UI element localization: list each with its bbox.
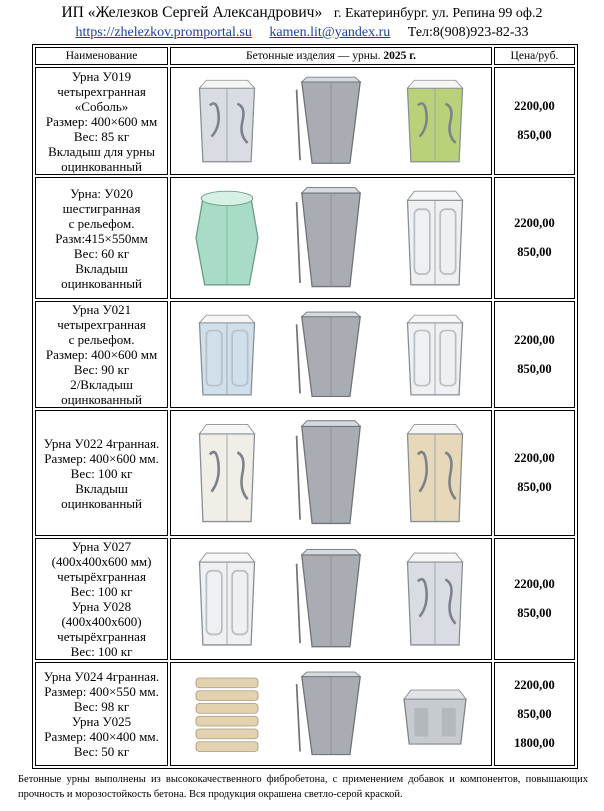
email-link[interactable]: kamen.lit@yandex.ru <box>269 25 391 40</box>
urn-photo <box>288 546 374 652</box>
table-row <box>35 67 575 175</box>
table-row <box>35 177 575 299</box>
urn-photo <box>392 74 478 168</box>
price-value: 850,00 <box>517 361 552 376</box>
product-line: оцинкованный <box>61 495 142 511</box>
product-photos <box>170 67 492 175</box>
urn-photo <box>184 417 270 529</box>
product-line: Вес: 85 кг <box>73 128 130 144</box>
price-value: 2200,00 <box>514 451 555 465</box>
price-value: 2200,00 <box>514 216 555 230</box>
product-line: Размер: 400×550 мм. <box>44 684 159 699</box>
product-line: Вкладыш <box>75 260 128 276</box>
company-name: ИП «Железков Сергей Александрович» <box>61 4 323 21</box>
product-line: Урна У022 4гранная. <box>43 435 160 451</box>
product-line: 2/Вкладыш <box>70 377 133 392</box>
price-value: 850,00 <box>517 128 552 142</box>
urn-photo <box>184 74 270 168</box>
product-line: Вес: 60 кг <box>73 245 130 261</box>
price <box>494 301 575 408</box>
product-line: Урна У025 <box>71 714 132 729</box>
company-address: г. Екатеринбург. ул. Репина 99 оф.2 <box>333 6 543 21</box>
phone: Тел:8(908)923-82-33 <box>407 25 529 40</box>
price <box>494 177 575 299</box>
product-line: Урна У027 <box>71 539 132 554</box>
product-line: Урна У028 <box>71 599 132 614</box>
table-header-row <box>35 47 575 65</box>
product-line: Вкладыш для урны <box>48 143 155 159</box>
product-line: Урна У019 <box>71 68 132 84</box>
product-line: Вес: 90 кг <box>73 362 130 377</box>
price-value: 2200,00 <box>514 99 555 113</box>
urn-photo <box>184 669 270 759</box>
page-header <box>0 4 604 23</box>
product-name <box>35 538 168 660</box>
product-photos <box>170 177 492 299</box>
table-row <box>35 301 575 408</box>
table-row <box>35 662 575 766</box>
price-value: 850,00 <box>517 706 552 721</box>
urn-photo <box>288 669 374 759</box>
product-line: Вес: 100 кг <box>70 584 133 599</box>
price-value: 2200,00 <box>514 677 555 692</box>
product-line: Урна У024 4гранная. <box>43 669 160 684</box>
col-header-products <box>170 47 492 65</box>
product-line: Вес: 50 кг <box>73 744 130 759</box>
price <box>494 538 575 660</box>
product-name <box>35 67 168 175</box>
price-value: 2200,00 <box>514 577 555 591</box>
price <box>494 67 575 175</box>
table-row <box>35 410 575 536</box>
product-line: Вес: 100 кг <box>70 465 133 481</box>
product-name <box>35 662 168 766</box>
price-value: 850,00 <box>517 245 552 259</box>
urn-photo <box>392 309 478 401</box>
product-name <box>35 410 168 536</box>
urn-photo <box>288 417 374 529</box>
product-line: оцинкованный <box>61 392 142 407</box>
price-value: 1800,00 <box>514 735 555 750</box>
col-header-products-label: Бетонные изделия — урны. <box>245 50 381 62</box>
product-line: четырёхгранная <box>57 569 146 584</box>
product-line: Урна: У020 <box>70 185 133 201</box>
product-line: Размер: 400×600 мм <box>45 347 158 362</box>
table-row <box>35 538 575 660</box>
product-line: Вес: 100 кг <box>70 644 133 659</box>
product-photos <box>170 410 492 536</box>
product-photos <box>170 662 492 766</box>
urn-photo <box>184 546 270 652</box>
product-line: Размер: 400×600 мм <box>45 113 158 129</box>
price <box>494 662 575 766</box>
urn-photo <box>184 184 270 292</box>
col-header-price: Цена/руб. <box>494 47 575 65</box>
price-value: 850,00 <box>517 480 552 494</box>
urn-photo <box>392 417 478 529</box>
price-value: 2200,00 <box>514 332 555 347</box>
urn-photo <box>392 546 478 652</box>
product-line: (400х400х600 мм) <box>51 554 152 569</box>
product-line: Урна У021 <box>71 302 132 317</box>
site-link[interactable]: https://zhelezkov.promportal.su <box>75 25 252 40</box>
price <box>494 410 575 536</box>
col-header-year: 2025 г. <box>383 50 417 62</box>
product-line: Размер: 400×600 мм. <box>44 450 159 466</box>
product-name <box>35 177 168 299</box>
price-value: 850,00 <box>517 606 552 620</box>
urn-photo <box>392 184 478 292</box>
contacts-line <box>0 24 604 42</box>
footer-note: Бетонные урны выполнены из высококачественного фибробетона, с применением добавок и компонентов, повышающих прочность и морозостойкость бетона. Вся продукция окрашена светло-серой краской. <box>18 774 588 800</box>
product-line: (400х400х600) <box>61 614 142 629</box>
urn-photo <box>184 309 270 401</box>
product-photos <box>170 301 492 408</box>
product-line: шестигранная <box>62 200 141 216</box>
product-line: Разм:415×550мм <box>55 230 148 246</box>
col-header-name: Наименование <box>35 47 168 65</box>
product-line: с рельефом. <box>68 215 135 231</box>
product-line: четырехгранная <box>57 317 146 332</box>
product-line: оцинкованный <box>61 158 142 174</box>
price-table <box>32 44 578 769</box>
product-photos <box>170 538 492 660</box>
product-name <box>35 301 168 408</box>
product-line: Размер: 400×400 мм. <box>44 729 159 744</box>
urn-photo <box>288 74 374 168</box>
product-line: четырёхгранная <box>57 629 146 644</box>
product-line: «Соболь» <box>74 98 129 114</box>
product-line: Вкладыш <box>75 480 128 496</box>
urn-photo <box>288 309 374 401</box>
urn-photo <box>392 669 478 759</box>
urn-photo <box>288 184 374 292</box>
product-line: с рельефом. <box>68 332 135 347</box>
product-line: Вес: 98 кг <box>73 699 130 714</box>
product-line: четырехгранная <box>57 83 146 99</box>
product-line: оцинкованный <box>61 275 142 291</box>
